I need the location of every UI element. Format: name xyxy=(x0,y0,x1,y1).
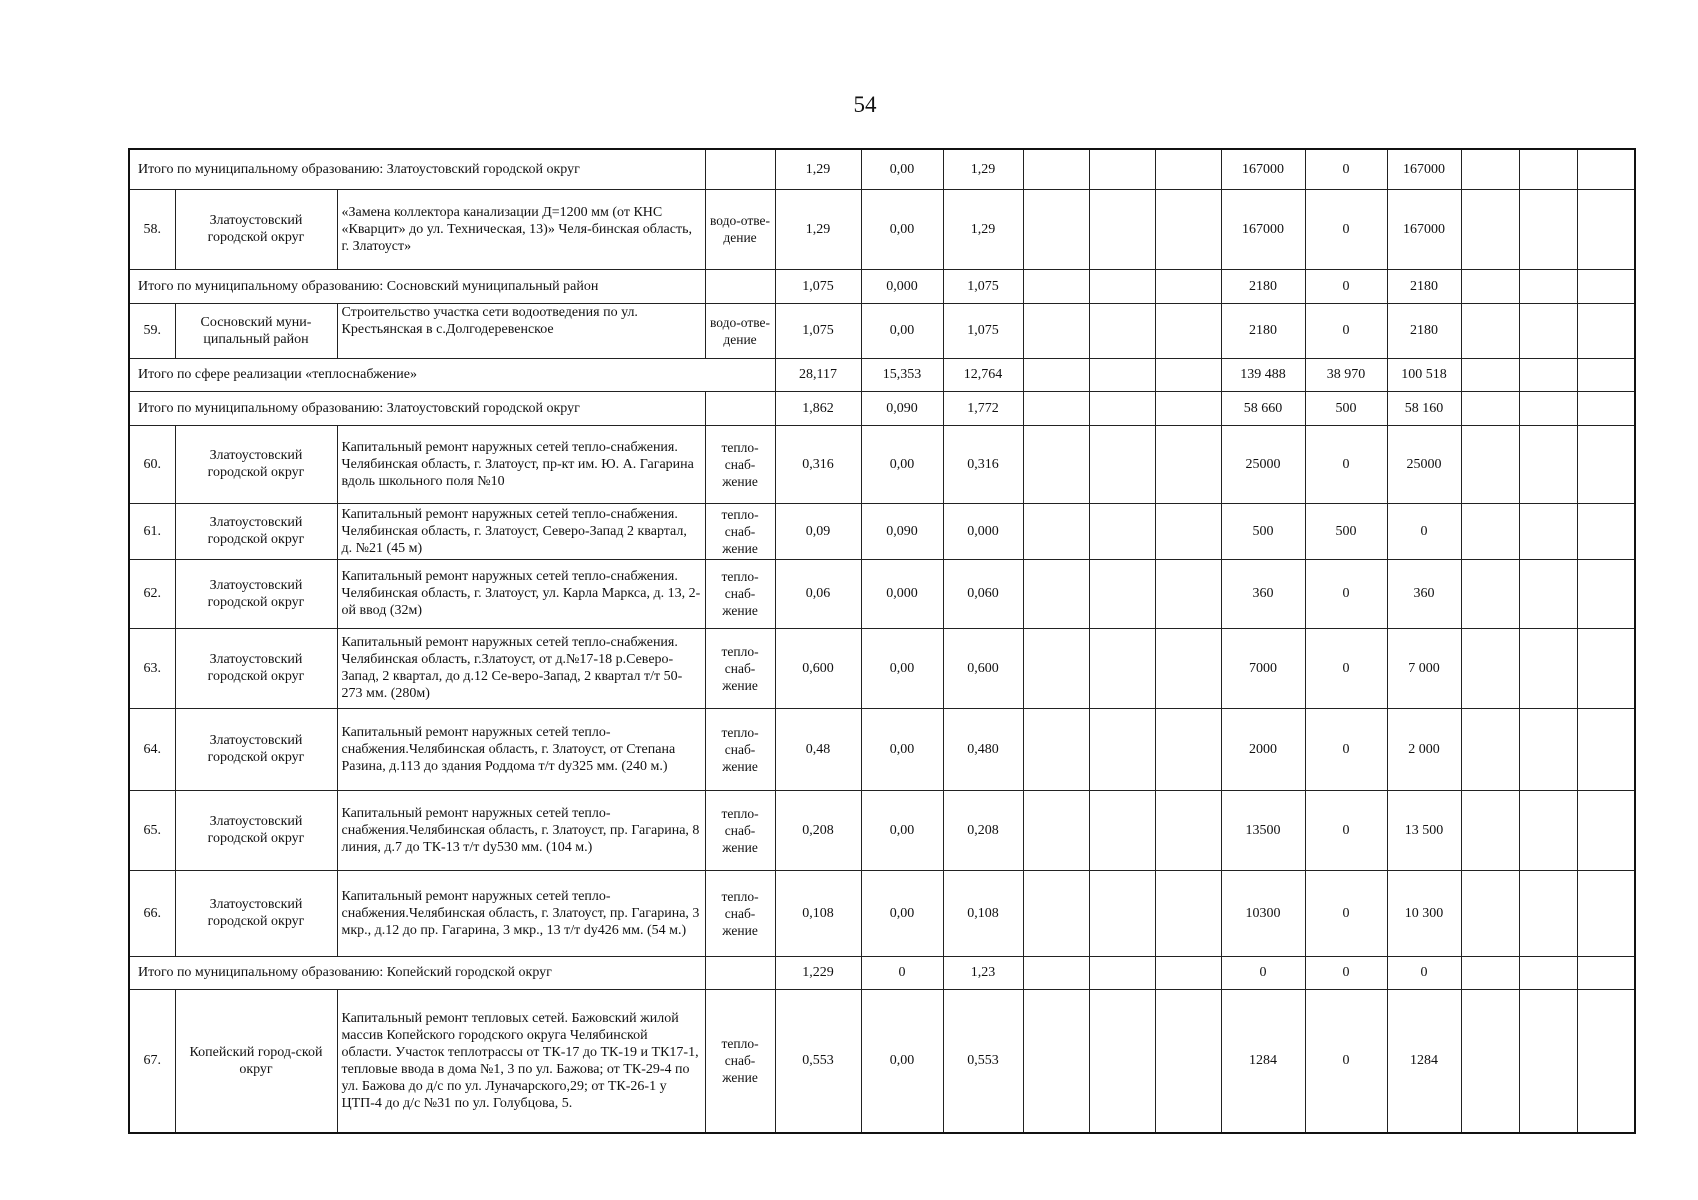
finance-1: 500 xyxy=(1221,503,1305,559)
value-1: 28,117 xyxy=(775,358,861,391)
value-3: 1,772 xyxy=(943,391,1023,425)
empty-cell xyxy=(1089,559,1155,628)
finance-2: 500 xyxy=(1305,391,1387,425)
project-description: Капитальный ремонт тепловых сетей. Бажовский жилой массив Копейского городского округа Челябинской области. Участок теплотрассы от ТК-17 до ТК-19 и ТК17-1, тепловые ввода в дома №1, 3 по ул. Бажова; от ТК-29-4 по ул. Бажова до д/с по ул. Луначарского,29; от ТК-26-1 у ЦТП-4 до д/с №31 по ул. Голубцова, 5. xyxy=(337,989,705,1133)
empty-cell xyxy=(1577,870,1635,956)
value-2: 0,090 xyxy=(861,503,943,559)
empty-cell xyxy=(1155,628,1221,708)
empty-cell xyxy=(1089,189,1155,269)
empty-cell xyxy=(1155,559,1221,628)
empty-cell xyxy=(1023,628,1089,708)
empty-cell xyxy=(1519,189,1577,269)
finance-2: 0 xyxy=(1305,708,1387,790)
empty-cell xyxy=(1089,708,1155,790)
table-row xyxy=(129,358,1635,391)
finance-2: 0 xyxy=(1305,956,1387,989)
municipality: Златоустовский городской округ xyxy=(175,425,337,503)
empty-cell xyxy=(1089,956,1155,989)
table-row xyxy=(129,303,1635,358)
finance-2: 0 xyxy=(1305,628,1387,708)
finance-1: 25000 xyxy=(1221,425,1305,503)
empty-cell xyxy=(1089,989,1155,1133)
empty-cell xyxy=(1089,391,1155,425)
empty-cell xyxy=(1023,708,1089,790)
investment-table xyxy=(128,148,1636,1134)
value-1: 1,29 xyxy=(775,149,861,189)
municipality: Златоустовский городской округ xyxy=(175,790,337,870)
value-1: 0,316 xyxy=(775,425,861,503)
finance-1: 2180 xyxy=(1221,303,1305,358)
value-2: 0,00 xyxy=(861,870,943,956)
finance-1: 167000 xyxy=(1221,149,1305,189)
value-1: 1,229 xyxy=(775,956,861,989)
finance-3: 58 160 xyxy=(1387,391,1461,425)
value-1: 0,208 xyxy=(775,790,861,870)
empty-cell xyxy=(1519,425,1577,503)
project-description: Капитальный ремонт наружных сетей тепло-снабжения. Челябинская область, г. Златоуст, Северо-Запад 2 квартал, д. №21 (45 м) xyxy=(337,503,705,559)
finance-3: 13 500 xyxy=(1387,790,1461,870)
row-number: 60. xyxy=(129,425,175,503)
summary-label: Итого по муниципальному образованию: Златоустовский городской округ xyxy=(129,391,705,425)
value-3: 0,600 xyxy=(943,628,1023,708)
empty-cell xyxy=(1461,303,1519,358)
empty-cell xyxy=(1023,956,1089,989)
empty-cell xyxy=(1089,358,1155,391)
finance-1: 2000 xyxy=(1221,708,1305,790)
empty-cell xyxy=(1155,989,1221,1133)
finance-3: 167000 xyxy=(1387,189,1461,269)
empty-cell xyxy=(1461,559,1519,628)
value-3: 0,480 xyxy=(943,708,1023,790)
value-1: 0,48 xyxy=(775,708,861,790)
municipality: Копейский город-ской округ xyxy=(175,989,337,1133)
finance-2: 0 xyxy=(1305,149,1387,189)
value-3: 0,208 xyxy=(943,790,1023,870)
value-2: 0,00 xyxy=(861,708,943,790)
page-number: 54 xyxy=(853,92,877,117)
empty-cell xyxy=(1577,708,1635,790)
value-1: 0,600 xyxy=(775,628,861,708)
value-1: 0,108 xyxy=(775,870,861,956)
empty-cell xyxy=(1089,503,1155,559)
empty-cell xyxy=(1519,956,1577,989)
empty-cell xyxy=(1519,790,1577,870)
value-3: 0,316 xyxy=(943,425,1023,503)
kind-cell: тепло-снаб-жение xyxy=(705,425,775,503)
row-number: 65. xyxy=(129,790,175,870)
project-description: «Замена коллектора канализации Д=1200 мм (от КНС «Кварцит» до ул. Техническая, 13)» Челя-бинская область, г. Златоуст» xyxy=(337,189,705,269)
finance-3: 100 518 xyxy=(1387,358,1461,391)
municipality: Златоустовский городской округ xyxy=(175,503,337,559)
empty-cell xyxy=(1519,391,1577,425)
empty-cell xyxy=(1023,989,1089,1133)
empty-cell xyxy=(1023,149,1089,189)
empty-cell xyxy=(1155,503,1221,559)
finance-1: 7000 xyxy=(1221,628,1305,708)
empty-cell xyxy=(1461,149,1519,189)
finance-1: 58 660 xyxy=(1221,391,1305,425)
municipality: Златоустовский городской округ xyxy=(175,870,337,956)
empty-cell xyxy=(1023,189,1089,269)
empty-cell xyxy=(1577,503,1635,559)
empty-cell xyxy=(1155,870,1221,956)
table-row xyxy=(129,149,1635,189)
value-2: 0,00 xyxy=(861,149,943,189)
value-3: 1,29 xyxy=(943,189,1023,269)
kind-cell: тепло-снаб-жение xyxy=(705,503,775,559)
empty-cell xyxy=(1089,790,1155,870)
value-3: 0,553 xyxy=(943,989,1023,1133)
finance-2: 500 xyxy=(1305,503,1387,559)
project-description: Капитальный ремонт наружных сетей тепло-снабжения. Челябинская область, г. Златоуст, пр-кт им. Ю. А. Гагарина вдоль школьного поля №10 xyxy=(337,425,705,503)
empty-cell xyxy=(1519,149,1577,189)
kind-cell: тепло-снаб-жение xyxy=(705,559,775,628)
empty-cell xyxy=(1461,956,1519,989)
table-row xyxy=(129,269,1635,303)
empty-cell xyxy=(1577,989,1635,1133)
kind-cell: тепло-снаб-жение xyxy=(705,628,775,708)
project-description: Капитальный ремонт наружных сетей тепло-снабжения. Челябинская область, г.Златоуст, от д.№17-18 р.Северо-Запад, 2 квартал, до д.12 Се-веро-Запад, 2 квартал т/т 50-273 мм. (280м) xyxy=(337,628,705,708)
row-number: 64. xyxy=(129,708,175,790)
empty-cell xyxy=(1519,628,1577,708)
empty-cell xyxy=(1089,303,1155,358)
value-2: 0,090 xyxy=(861,391,943,425)
empty-cell xyxy=(1155,708,1221,790)
empty-cell xyxy=(1089,425,1155,503)
value-3: 1,29 xyxy=(943,149,1023,189)
value-3: 0,060 xyxy=(943,559,1023,628)
kind-cell: тепло-снаб-жение xyxy=(705,989,775,1133)
value-2: 0,00 xyxy=(861,790,943,870)
kind-cell: тепло-снаб-жение xyxy=(705,708,775,790)
kind-cell: тепло-снаб-жение xyxy=(705,870,775,956)
summary-label: Итого по муниципальному образованию: Сосновский муниципальный район xyxy=(129,269,705,303)
empty-cell xyxy=(1461,989,1519,1133)
kind-cell xyxy=(705,956,775,989)
table-row xyxy=(129,559,1635,628)
empty-cell xyxy=(1577,628,1635,708)
empty-cell xyxy=(1023,269,1089,303)
empty-cell xyxy=(1461,503,1519,559)
municipality: Златоустовский городской округ xyxy=(175,559,337,628)
finance-1: 13500 xyxy=(1221,790,1305,870)
project-description: Капитальный ремонт наружных сетей тепло-снабжения.Челябинская область, г. Златоуст, от Степана Разина, д.113 до здания Роддома т/т dy325 мм. (240 м.) xyxy=(337,708,705,790)
empty-cell xyxy=(1577,149,1635,189)
finance-3: 2 000 xyxy=(1387,708,1461,790)
municipality: Сосновский муни-ципальный район xyxy=(175,303,337,358)
value-1: 0,09 xyxy=(775,503,861,559)
finance-3: 0 xyxy=(1387,503,1461,559)
table-row xyxy=(129,989,1635,1133)
finance-2: 0 xyxy=(1305,189,1387,269)
empty-cell xyxy=(1089,149,1155,189)
finance-1: 139 488 xyxy=(1221,358,1305,391)
empty-cell xyxy=(1023,790,1089,870)
value-3: 1,23 xyxy=(943,956,1023,989)
finance-1: 360 xyxy=(1221,559,1305,628)
empty-cell xyxy=(1023,425,1089,503)
value-2: 0,00 xyxy=(861,989,943,1133)
empty-cell xyxy=(1519,989,1577,1133)
project-description: Капитальный ремонт наружных сетей тепло-снабжения. Челябинская область, г. Златоуст, ул. Карла Маркса, д. 13, 2-ой ввод (32м) xyxy=(337,559,705,628)
value-3: 0,108 xyxy=(943,870,1023,956)
finance-3: 167000 xyxy=(1387,149,1461,189)
empty-cell xyxy=(1155,956,1221,989)
empty-cell xyxy=(1023,303,1089,358)
empty-cell xyxy=(1577,269,1635,303)
summary-label: Итого по муниципальному образованию: Копейский городской округ xyxy=(129,956,705,989)
empty-cell xyxy=(1577,559,1635,628)
summary-label: Итого по сфере реализации «теплоснабжение» xyxy=(129,358,775,391)
value-2: 0 xyxy=(861,956,943,989)
value-2: 0,00 xyxy=(861,189,943,269)
finance-2: 0 xyxy=(1305,790,1387,870)
finance-2: 0 xyxy=(1305,989,1387,1133)
empty-cell xyxy=(1519,708,1577,790)
finance-2: 0 xyxy=(1305,559,1387,628)
row-number: 61. xyxy=(129,503,175,559)
value-3: 0,000 xyxy=(943,503,1023,559)
row-number: 66. xyxy=(129,870,175,956)
empty-cell xyxy=(1023,559,1089,628)
empty-cell xyxy=(1155,189,1221,269)
empty-cell xyxy=(1461,790,1519,870)
table-row xyxy=(129,790,1635,870)
kind-cell xyxy=(705,269,775,303)
empty-cell xyxy=(1519,559,1577,628)
finance-3: 7 000 xyxy=(1387,628,1461,708)
value-1: 1,29 xyxy=(775,189,861,269)
kind-cell xyxy=(705,391,775,425)
value-1: 0,06 xyxy=(775,559,861,628)
municipality: Златоустовский городской округ xyxy=(175,628,337,708)
empty-cell xyxy=(1023,358,1089,391)
empty-cell xyxy=(1577,956,1635,989)
finance-2: 0 xyxy=(1305,425,1387,503)
empty-cell xyxy=(1577,358,1635,391)
empty-cell xyxy=(1577,425,1635,503)
empty-cell xyxy=(1519,870,1577,956)
summary-label: Итого по муниципальному образованию: Златоустовский городской округ xyxy=(129,149,705,189)
project-description: Капитальный ремонт наружных сетей тепло-снабжения.Челябинская область, г. Златоуст, пр. Гагарина, 8 линия, д.7 до ТК-13 т/т dy530 мм. (104 м.) xyxy=(337,790,705,870)
finance-2: 38 970 xyxy=(1305,358,1387,391)
value-1: 1,075 xyxy=(775,269,861,303)
table-row xyxy=(129,391,1635,425)
empty-cell xyxy=(1461,708,1519,790)
empty-cell xyxy=(1577,189,1635,269)
table-row xyxy=(129,425,1635,503)
empty-cell xyxy=(1023,503,1089,559)
kind-cell xyxy=(705,149,775,189)
project-description: Строительство участка сети водоотведения по ул. Крестьянская в с.Долгодеревенское xyxy=(337,303,705,358)
value-2: 0,000 xyxy=(861,269,943,303)
table-row xyxy=(129,870,1635,956)
finance-3: 2180 xyxy=(1387,269,1461,303)
empty-cell xyxy=(1519,358,1577,391)
row-number: 62. xyxy=(129,559,175,628)
value-2: 0,00 xyxy=(861,303,943,358)
finance-2: 0 xyxy=(1305,303,1387,358)
finance-3: 1284 xyxy=(1387,989,1461,1133)
value-2: 0,000 xyxy=(861,559,943,628)
empty-cell xyxy=(1155,790,1221,870)
empty-cell xyxy=(1155,391,1221,425)
empty-cell xyxy=(1519,503,1577,559)
municipality: Златоустовский городской округ xyxy=(175,189,337,269)
empty-cell xyxy=(1089,269,1155,303)
finance-1: 10300 xyxy=(1221,870,1305,956)
empty-cell xyxy=(1089,628,1155,708)
empty-cell xyxy=(1461,870,1519,956)
empty-cell xyxy=(1461,628,1519,708)
empty-cell xyxy=(1155,149,1221,189)
value-1: 1,862 xyxy=(775,391,861,425)
empty-cell xyxy=(1577,303,1635,358)
empty-cell xyxy=(1577,391,1635,425)
value-1: 0,553 xyxy=(775,989,861,1133)
empty-cell xyxy=(1461,189,1519,269)
value-2: 0,00 xyxy=(861,628,943,708)
empty-cell xyxy=(1023,870,1089,956)
empty-cell xyxy=(1155,303,1221,358)
table-row xyxy=(129,503,1635,559)
finance-1: 0 xyxy=(1221,956,1305,989)
value-3: 1,075 xyxy=(943,303,1023,358)
empty-cell xyxy=(1089,870,1155,956)
table-row xyxy=(129,628,1635,708)
empty-cell xyxy=(1155,358,1221,391)
value-3: 12,764 xyxy=(943,358,1023,391)
value-2: 0,00 xyxy=(861,425,943,503)
kind-cell: тепло-снаб-жение xyxy=(705,790,775,870)
empty-cell xyxy=(1461,358,1519,391)
empty-cell xyxy=(1461,269,1519,303)
empty-cell xyxy=(1155,425,1221,503)
table-row xyxy=(129,708,1635,790)
empty-cell xyxy=(1023,391,1089,425)
row-number: 58. xyxy=(129,189,175,269)
value-1: 1,075 xyxy=(775,303,861,358)
finance-1: 2180 xyxy=(1221,269,1305,303)
empty-cell xyxy=(1461,391,1519,425)
value-2: 15,353 xyxy=(861,358,943,391)
kind-cell: водо-отве-дение xyxy=(705,189,775,269)
finance-3: 0 xyxy=(1387,956,1461,989)
finance-2: 0 xyxy=(1305,269,1387,303)
table-body xyxy=(129,149,1635,1133)
table-row xyxy=(129,956,1635,989)
finance-1: 167000 xyxy=(1221,189,1305,269)
empty-cell xyxy=(1155,269,1221,303)
row-number: 63. xyxy=(129,628,175,708)
municipality: Златоустовский городской округ xyxy=(175,708,337,790)
finance-3: 2180 xyxy=(1387,303,1461,358)
row-number: 67. xyxy=(129,989,175,1133)
finance-3: 25000 xyxy=(1387,425,1461,503)
table-row xyxy=(129,189,1635,269)
finance-3: 10 300 xyxy=(1387,870,1461,956)
empty-cell xyxy=(1519,269,1577,303)
value-3: 1,075 xyxy=(943,269,1023,303)
finance-2: 0 xyxy=(1305,870,1387,956)
empty-cell xyxy=(1461,425,1519,503)
finance-1: 1284 xyxy=(1221,989,1305,1133)
row-number: 59. xyxy=(129,303,175,358)
empty-cell xyxy=(1577,790,1635,870)
project-description: Капитальный ремонт наружных сетей тепло-снабжения.Челябинская область, г. Златоуст, пр. Гагарина, 3 мкр., д.12 до пр. Гагарина, 3 мкр., 13 т/т dy426 мм. (54 м.) xyxy=(337,870,705,956)
finance-3: 360 xyxy=(1387,559,1461,628)
kind-cell: водо-отве-дение xyxy=(705,303,775,358)
empty-cell xyxy=(1519,303,1577,358)
